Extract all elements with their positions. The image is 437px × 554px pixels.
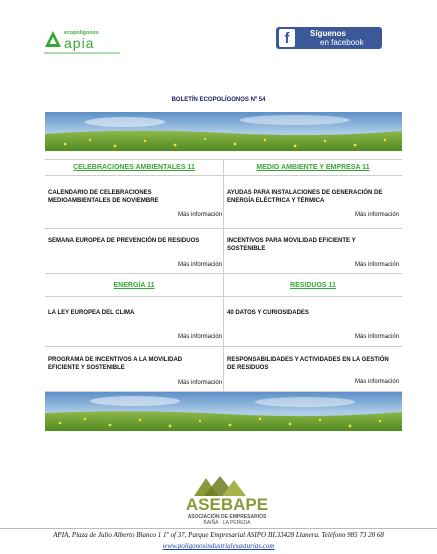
more-info-link[interactable]: Más información <box>177 262 222 268</box>
meadow-banner-bottom <box>45 392 402 431</box>
more-info-link[interactable]: Más información <box>177 212 222 218</box>
logo-tagline-bar <box>44 52 120 54</box>
row-divider-4 <box>45 296 402 297</box>
facebook-label-2: en facebook <box>320 38 364 47</box>
meadow-banner-top <box>45 112 402 151</box>
section-title-medio-ambiente[interactable]: MEDIO AMBIENTE Y EMPRESA 11 <box>256 164 370 171</box>
item-calendario[interactable]: CALENDARIO DE CELEBRACIONES MEDIOAMBIENTALES DE NOVIEMBRE <box>48 190 159 204</box>
row-divider-1 <box>45 175 402 176</box>
row-divider-5 <box>45 346 402 347</box>
asebape-logo[interactable] <box>168 474 286 530</box>
item-programa-incentivos[interactable]: PROGRAMA DE INCENTIVOS A LA MOVILIDAD EFICIENTE Y SOSTENIBLE <box>48 357 183 371</box>
apia-logo[interactable] <box>44 26 124 60</box>
footer-address: APIA, Plaza de Julio Alberto Blanco 1 1º of 37, Parque Empresarial ASIPO III.33428 Llanera. Teléfono 985 73 20 68 <box>53 531 384 539</box>
more-info-link[interactable]: Más información <box>354 379 399 385</box>
more-info-link[interactable]: Más información <box>354 212 399 218</box>
item-ayudas-instalaciones[interactable]: AYUDAS PARA INSTALACIONES DE GENERACIÓN DE ENERGÍA ELÉCTRICA Y TÉRMICA <box>227 190 383 204</box>
section-title-celebraciones[interactable]: CELEBRACIONES AMBIENTALES 11 <box>73 164 195 171</box>
logo-name: apia <box>64 35 95 51</box>
row-divider-2 <box>45 228 402 229</box>
grid-center-divider <box>223 159 224 391</box>
asebape-mark-icon <box>194 476 246 496</box>
footer-divider <box>0 528 437 529</box>
footer-website-link[interactable]: www.poligonosindustrialesasturias.com <box>162 542 275 550</box>
item-ley-europea-clima[interactable]: LA LEY EUROPEA DEL CLIMA <box>48 310 135 316</box>
facebook-button[interactable] <box>276 27 382 49</box>
row-divider-3 <box>45 273 402 274</box>
item-40-datos[interactable]: 40 DATOS Y CURIOSIDADES <box>227 310 309 316</box>
asebape-line-1: ASOCIACIÓN DE EMPRESARIOS <box>187 514 267 520</box>
more-info-link[interactable]: Más información <box>354 262 399 268</box>
item-responsabilidades[interactable]: RESPONSABILIDADES Y ACTIVIDADES EN LA GESTIÓN DE RESIDUOS <box>227 357 389 371</box>
asebape-line-2: BAIÑA · LA PEREDA <box>203 520 251 526</box>
more-info-link[interactable]: Más información <box>354 334 399 340</box>
asebape-name: ASEBAPE <box>185 495 269 514</box>
more-info-link[interactable]: Más información <box>177 334 222 340</box>
facebook-icon: f <box>279 29 295 47</box>
more-info-link[interactable]: Más información <box>177 380 222 386</box>
logo-subtitle: ecopolígonos <box>64 30 99 36</box>
section-title-energia[interactable]: ENERGÍA 11 <box>113 282 155 289</box>
section-title-residuos[interactable]: RESIDUOS 11 <box>290 282 336 289</box>
issue-title: BOLETÍN ECOPOLÍGONOS Nº 54 <box>171 97 266 103</box>
item-incentivos-movilidad[interactable]: INCENTIVOS PARA MOVILIDAD EFICIENTE Y SOSTENIBLE <box>227 238 356 252</box>
facebook-label-1: Síguenos <box>310 29 347 38</box>
item-semana-europea[interactable]: SEMANA EUROPEA DE PREVENCIÓN DE RESIDUOS <box>48 238 200 244</box>
apia-triangle-icon <box>44 30 62 48</box>
